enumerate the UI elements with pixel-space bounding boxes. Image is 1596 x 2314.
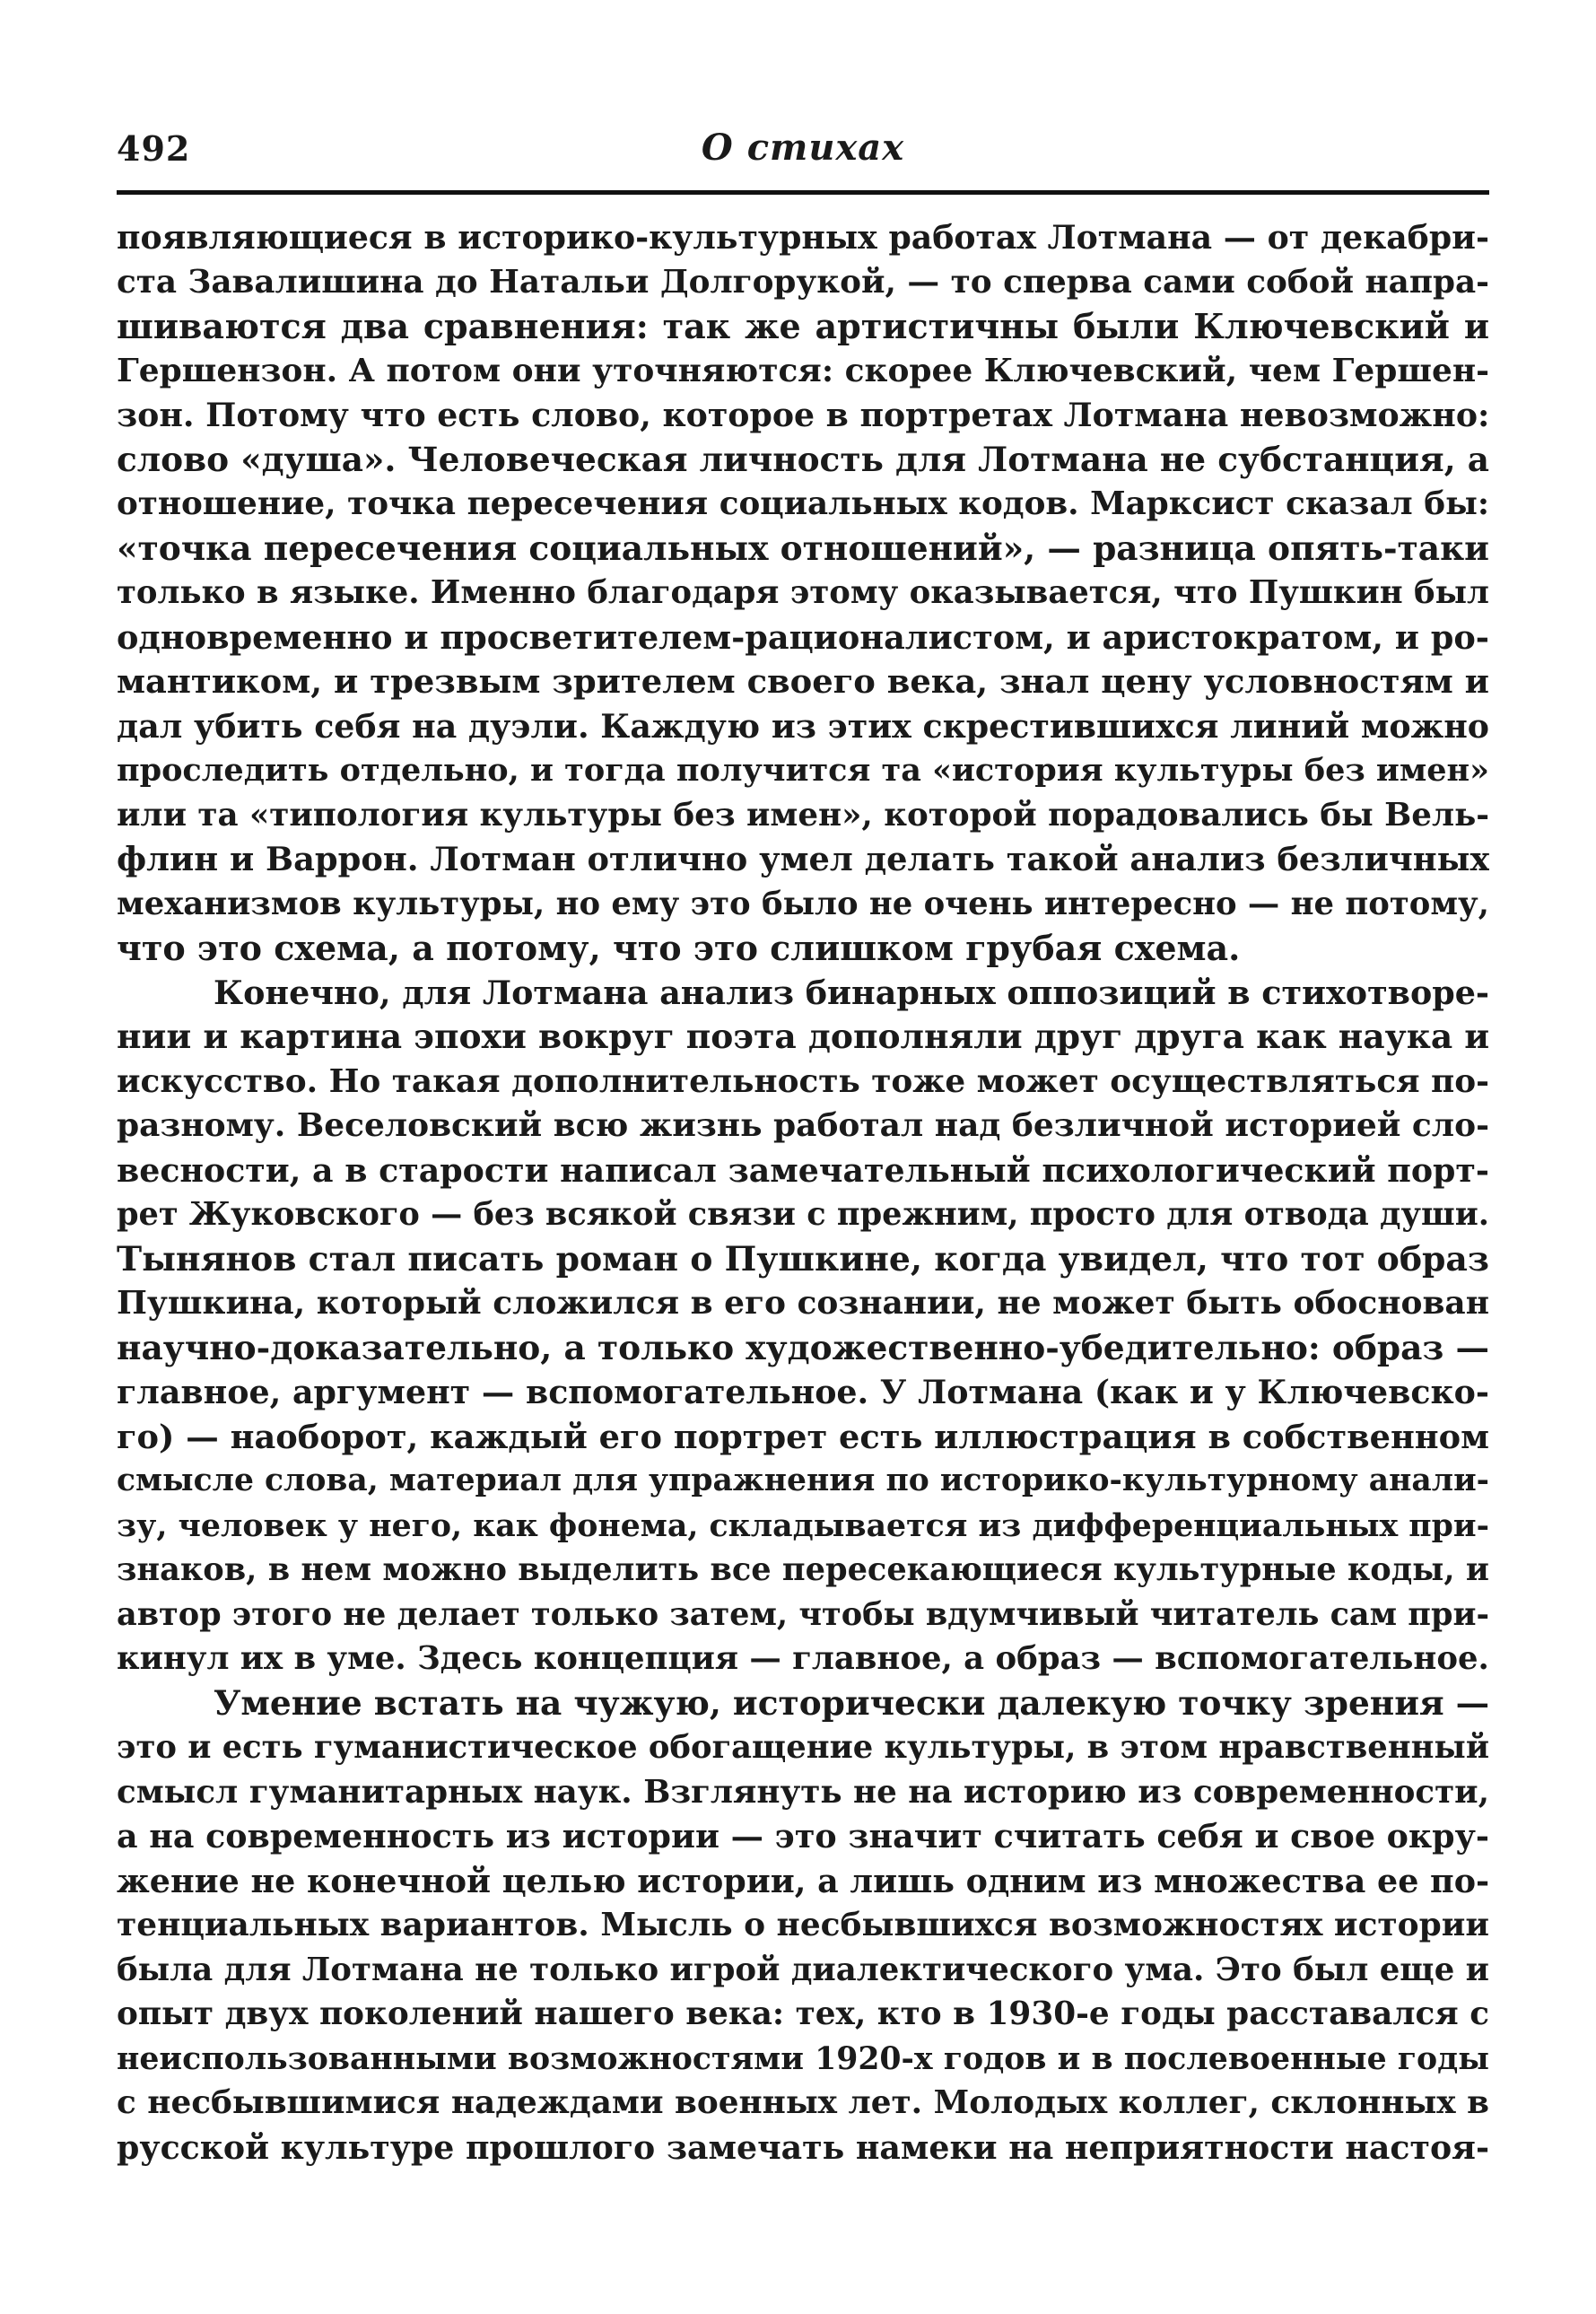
- text-line: флин и Варрон. Лотман отлично умел делать такой анализ безличных: [117, 839, 1489, 878]
- text-line: русской культуре прошлого замечать намеки на неприятности настоя-: [117, 2127, 1489, 2167]
- text-line: искусство. Но такая дополнительность тоже может осуществляться по-: [117, 1061, 1489, 1100]
- text-line: одновременно и просветителем-рационалистом, и аристократом, и ро-: [117, 617, 1489, 657]
- text-line: Пушкина, который сложился в его сознании, не может быть обоснован: [117, 1284, 1489, 1322]
- text-line: весности, а в старости написал замечательный психологический порт-: [117, 1150, 1489, 1190]
- text-line: тенциальных вариантов. Мысль о несбывшихся возможностях истории: [117, 1906, 1489, 1943]
- text-line: появляющиеся в историко-культурных работах Лотмана — от декабри-: [117, 218, 1489, 257]
- text-line: отношение, точка пересечения социальных кодов. Марксист сказал бы:: [117, 485, 1489, 522]
- text-line: неиспользованными возможностями 1920-х годов и в послевоенные годы: [117, 2039, 1489, 2077]
- text-line: зон. Потому что есть слово, которое в портретах Лотмана невозможно:: [117, 396, 1489, 434]
- text-line: смысл гуманитарных наук. Взглянуть не на историю из современности,: [117, 1773, 1489, 1811]
- text-line: слово «душа». Человеческая личность для Лотмана не субстанция, а: [117, 439, 1489, 479]
- running-title: О стихах: [701, 127, 905, 169]
- text-line: го) — наоборот, каждый его портрет есть иллюстрация в собственном: [117, 1417, 1489, 1456]
- text-line: знаков, в нем можно выделить все пересекающиеся культурные коды, и: [117, 1551, 1489, 1588]
- text-line: «точка пересечения социальных отношений», — разница опять-таки: [117, 528, 1489, 568]
- text-line: мантиком, и трезвым зрителем своего века, знал цену условностям и: [117, 661, 1489, 701]
- text-line: научно-доказательно, а только художественно-убедительно: образ —: [117, 1327, 1489, 1367]
- text-line: а на современность из истории — это значит считать себя и свое окру-: [117, 1817, 1489, 1856]
- text-line: дал убить себя на дуэли. Каждую из этих скрестившихся линий можно: [117, 706, 1489, 746]
- body-text: [117, 215, 1489, 2170]
- text-line: кинул их в уме. Здесь концепция — главное, а образ — вспомогательное.: [117, 1640, 1489, 1677]
- text-line: автор этого не делает только затем, чтобы вдумчивый читатель сам при-: [117, 1595, 1489, 1633]
- text-line: механизмов культуры, но ему это было не очень интересно — не потому,: [117, 885, 1489, 922]
- text-line: только в языке. Именно благодаря этому оказывается, что Пушкин был: [117, 574, 1489, 611]
- page-number: 492: [117, 128, 191, 169]
- text-line: с несбывшимися надеждами военных лет. Молодых коллег, склонных в: [117, 2083, 1489, 2121]
- text-line: проследить отдельно, и тогда получится та «история культуры без имен»: [117, 752, 1489, 789]
- text-line: Гершензон. А потом они уточняются: скорее Ключевский, чем Гершен-: [117, 351, 1489, 389]
- text-line: Конечно, для Лотмана анализ бинарных оппозиций в стихотворе-: [214, 973, 1489, 1012]
- text-line: это и есть гуманистическое обогащение культуры, в этом нравственный: [117, 1729, 1489, 1766]
- text-line: Умение встать на чужую, исторически далекую точку зрения —: [214, 1682, 1489, 1723]
- text-line: ста Завалишина до Натальи Долгорукой, — то сперва сами собой напра-: [117, 262, 1489, 301]
- text-line: жение не конечной целью истории, а лишь одним из множества ее по-: [117, 1861, 1489, 1900]
- text-line: или та «типология культуры без имен», которой порадовались бы Вель-: [117, 796, 1489, 834]
- page-header: [117, 121, 1489, 175]
- header-rule: [117, 190, 1489, 195]
- text-line: нии и картина эпохи вокруг поэта дополняли друг друга как наука и: [117, 1017, 1489, 1056]
- text-line: зу, человек у него, как фонема, складывается из дифференциальных при-: [117, 1506, 1489, 1544]
- text-line: Тынянов стал писать роман о Пушкине, когда увидел, что тот образ: [117, 1238, 1489, 1279]
- text-line: была для Лотмана не только игрой диалектического ума. Это был еще и: [117, 1951, 1489, 1988]
- text-line: главное, аргумент — вспомогательное. У Лотмана (как и у Ключевско-: [117, 1373, 1489, 1411]
- text-line: рет Жуковского — без всякой связи с прежним, просто для отвода души.: [117, 1196, 1489, 1233]
- text-line: опыт двух поколений нашего века: тех, кто в 1930-е годы расставался с: [117, 1995, 1489, 2032]
- text-line: разному. Веселовский всю жизнь работал над безличной историей сло-: [117, 1106, 1489, 1144]
- text-line: что это схема, а потому, что это слишком грубая схема.: [117, 928, 1241, 968]
- text-line: смысле слова, материал для упражнения по историко-культурному анали-: [117, 1463, 1489, 1498]
- text-line: шиваются два сравнения: так же артистичны были Ключевский и: [117, 306, 1489, 346]
